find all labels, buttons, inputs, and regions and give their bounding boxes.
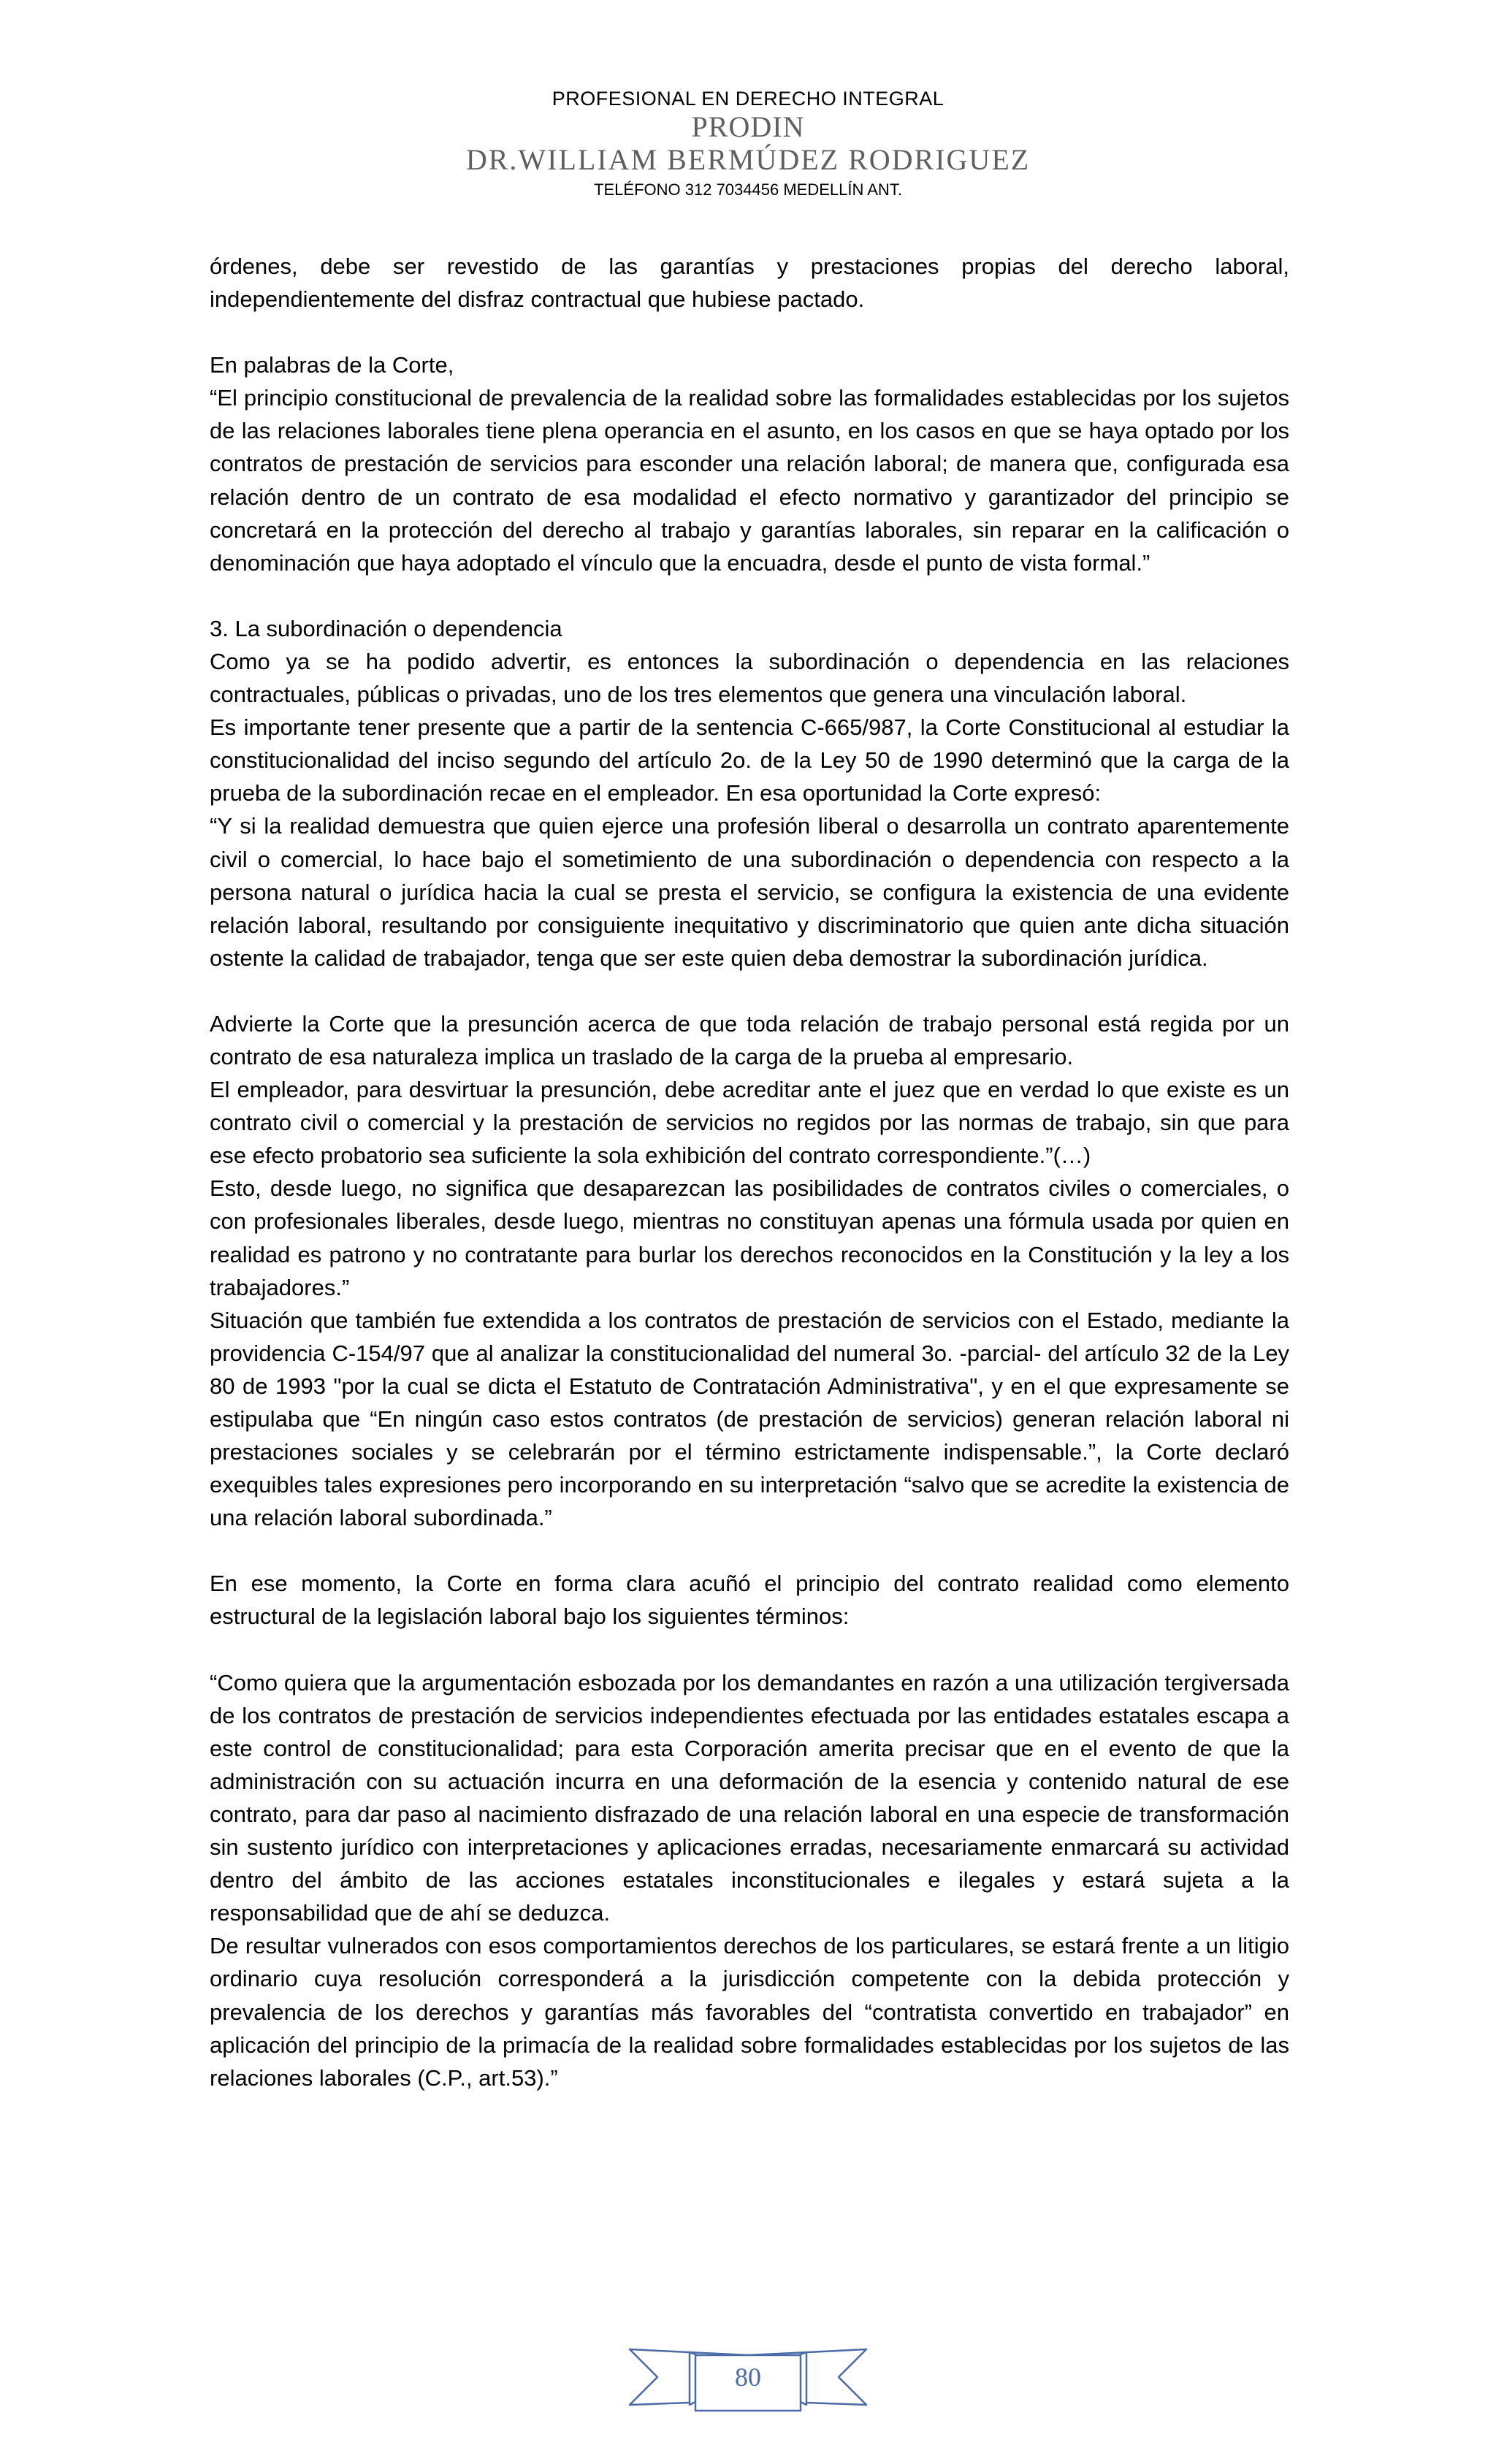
paragraph: Es importante tener presente que a partir de la sentencia C-665/987, la Corte Constitucional al estudiar la constitucionalidad del inciso segundo del artículo 2o. de la Ley 50 de 1990 determinó que la carga de la prueba de la subordinación recae en el empleador. En esa oportunidad la Corte expresó: xyxy=(210,714,1289,806)
header-author-name: DR.WILLIAM BERMÚDEZ RODRIGUEZ xyxy=(465,143,1031,176)
paragraph: En palabras de la Corte, xyxy=(210,352,454,378)
quote-paragraph: “Como quiera que la argumentación esbozada por los demandantes en razón a una utilización tergiversada de los contratos de prestación de servicios independientes efectuada por las entidades estatales escapa a este control de constitucionalidad; para esta Corporación amerita precisar que en el evento de que la administración con su actuación incurra en una deformación de la esencia y contenido natural de ese contrato, para dar paso al nacimiento disfrazado de una relación laboral en una especie de transformación sin sustento jurídico con interpretaciones y aplicaciones erradas, necesariamente enmarcará su actividad dentro del ámbito de las acciones estatales inconstitucionales e ilegales y estará sujeta a la responsabilidad que de ahí se deduzca. xyxy=(210,1669,1289,1926)
quote-paragraph: “El principio constitucional de prevalencia de la realidad sobre las formalidades establecidas por los sujetos de las relaciones laborales tiene plena operancia en el asunto, en los casos en que se haya optado por los contratos de prestación de servicios para esconder una relación laboral; de manera que, configurada esa relación dentro de un contrato de esa modalidad el efecto normativo y garantizador del principio se concretará en la protección del derecho al trabajo y garantías laborales, sin reparar en la calificación o denominación que haya adoptado el vínculo que la encuadra, desde el punto de vista formal.” xyxy=(210,385,1289,576)
paragraph: Advierte la Corte que la presunción acerca de que toda relación de trabajo personal está regida por un contrato de esa naturaleza implica un traslado de la carga de la prueba al empresario. xyxy=(210,1010,1289,1069)
quote-paragraph: De resultar vulnerados con esos comportamientos derechos de los particulares, se estará frente a un litigio ordinario cuya resolución corresponderá a la jurisdicción competente con la debida protección y prevalencia de los derechos y garantías más favorables del “contratista convertido en trabajador” en aplicación del principio de la primacía de la realidad sobre formalidades establecidas por los sujetos de las relaciones laborales (C.P., art.53).” xyxy=(210,1933,1289,2091)
paragraph: Situación que también fue extendida a los contratos de prestación de servicios con el Estado, mediante la providencia C-154/97 que al analizar la constitucionalidad del numeral 3o. -parcial- del artículo 32 de la Ley 80 de 1993 "por la cual se dicta el Estatuto de Contratación Administrativa", y en el que expresamente se estipulaba que “En ningún caso estos contratos (de prestación de servicios) generan relación laboral ni prestaciones sociales y se celebrarán por el término estrictamente indispensable.”, la Corte declaró exequibles tales expresiones pero incorporando en su interpretación “salvo que se acredite la existencia de una relación laboral subordinada.” xyxy=(210,1307,1289,1531)
header-firm-line: PROFESIONAL EN DERECHO INTEGRAL xyxy=(552,88,944,110)
section-heading: 3. La subordinación o dependencia xyxy=(210,615,562,641)
paragraph: Esto, desde luego, no significa que desaparezcan las posibilidades de contratos civiles o comerciales, o con profesionales liberales, desde luego, mientras no constituyan apenas una fórmula usada por quien en realidad es patrono y no contratante para burlar los derechos reconocidos en la Constitución y la ley a los trabajadores.” xyxy=(210,1175,1289,1300)
paragraph: En ese momento, la Corte en forma clara acuñó el principio del contrato realidad como elemento estructural de la legislación laboral bajo los siguientes términos: xyxy=(210,1571,1289,1630)
paragraph: órdenes, debe ser revestido de las garantías y prestaciones propias del derecho laboral, independientemente del disfraz contractual que hubiese pactado. xyxy=(210,253,1289,313)
page-number: 80 xyxy=(735,2362,761,2392)
paragraph: Como ya se ha podido advertir, es entonces la subordinación o dependencia en las relaciones contractuales, públicas o privadas, uno de los tres elementos que genera una vinculación laboral. xyxy=(210,648,1289,708)
quote-paragraph: “Y si la realidad demuestra que quien ejerce una profesión liberal o desarrolla un contrato aparentemente civil o comercial, lo hace bajo el sometimiento de una subordinación o dependencia con respecto a la persona natural o jurídica hacia la cual se presta el servicio, se configura la existencia de una evidente relación laboral, resultando por consiguiente inequitativo y discriminatorio que quien ante dicha situación ostente la calidad de trabajador, tenga que ser este quien deba demostrar la subordinación jurídica. xyxy=(210,813,1289,971)
page-header xyxy=(0,86,1496,202)
header-contact-line: TELÉFONO 312 7034456 MEDELLÍN ANT. xyxy=(594,180,902,199)
header-acronym: PRODIN xyxy=(691,110,805,143)
paragraph: El empleador, para desvirtuar la presunción, debe acreditar ante el juez que en verdad lo que existe es un contrato civil o comercial y la prestación de servicios no regidos por las normas de trabajo, sin que para ese efecto probatorio sea suficiente la sola exhibición del contrato correspondiente.”(…) xyxy=(210,1077,1289,1169)
document-body xyxy=(210,250,1289,2094)
